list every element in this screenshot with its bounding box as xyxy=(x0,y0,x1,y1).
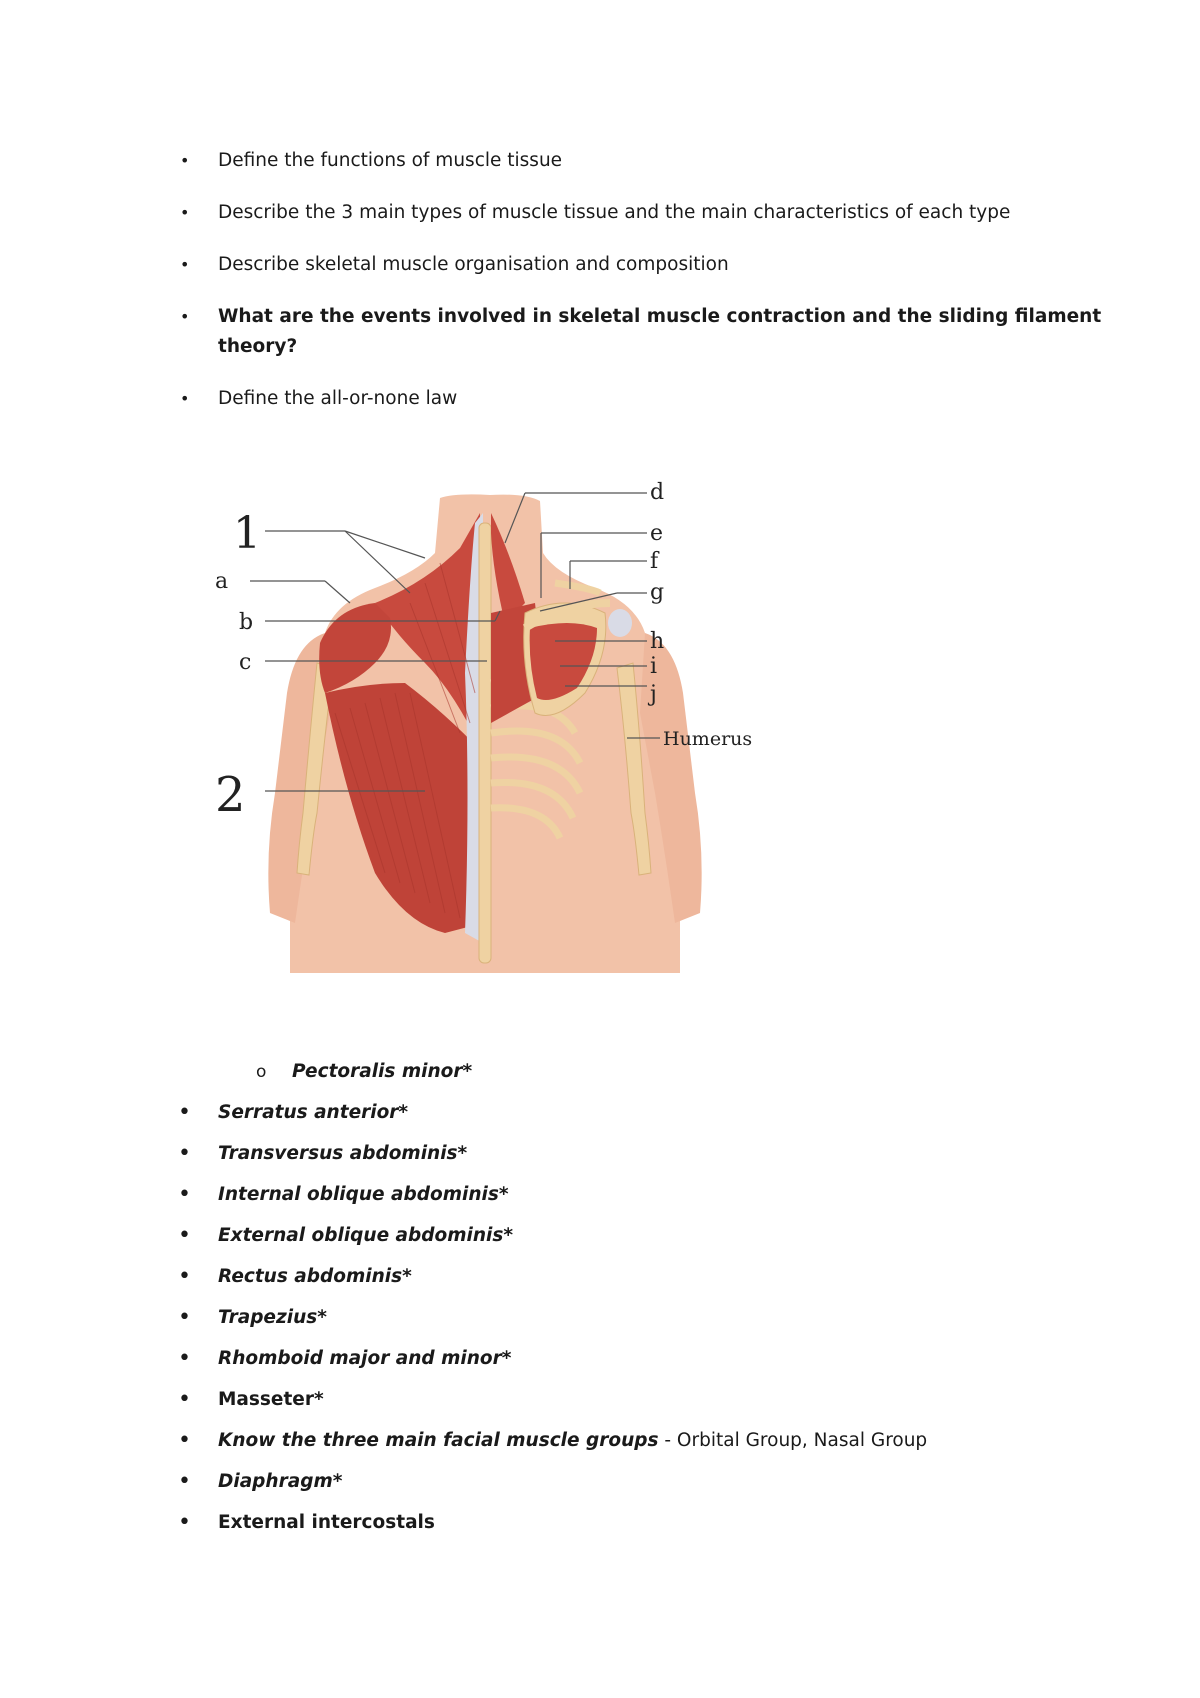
label-d: d xyxy=(650,480,665,505)
muscle-item-emphasis: Know the three main facial muscle groups xyxy=(218,1430,659,1451)
label-j: j xyxy=(650,682,657,707)
label-i: i xyxy=(650,654,658,679)
muscle-item: Internal oblique abdominis* xyxy=(218,1184,509,1205)
objective-item-continued: theory? xyxy=(218,336,298,357)
muscle-item: External intercostals xyxy=(218,1512,435,1533)
bullet: • xyxy=(178,1141,191,1166)
objective-item: Define the functions of muscle tissue xyxy=(218,150,563,171)
bullet: • xyxy=(178,1469,191,1494)
label-c: c xyxy=(239,650,252,675)
bullet: • xyxy=(178,1264,191,1289)
bullet: • xyxy=(180,151,190,170)
muscle-item: External oblique abdominis* xyxy=(218,1225,514,1246)
bullet: • xyxy=(178,1305,191,1330)
bullet: • xyxy=(178,1100,191,1125)
muscle-item: Rectus abdominis* xyxy=(218,1266,412,1287)
bullet: • xyxy=(180,203,190,222)
sub-bullet: o xyxy=(256,1062,267,1082)
muscle-item: Transversus abdominis* xyxy=(218,1143,468,1164)
label-1: 1 xyxy=(233,508,261,559)
label-2: 2 xyxy=(215,767,246,823)
label-f: f xyxy=(650,549,659,574)
muscle-item: Masseter* xyxy=(218,1389,324,1410)
label-e: e xyxy=(650,521,664,546)
bullet: • xyxy=(180,389,190,408)
muscle-item xyxy=(218,1426,927,1456)
muscle-item: Rhomboid major and minor* xyxy=(218,1348,512,1369)
bullet: • xyxy=(178,1510,191,1535)
muscle-item: Diaphragm* xyxy=(218,1471,343,1492)
muscle-item-detail: - Orbital Group, Nasal Group xyxy=(658,1430,928,1451)
label-humerus: Humerus xyxy=(663,728,753,750)
objective-item: Describe skeletal muscle organisation and composition xyxy=(218,254,729,275)
shoulder-joint xyxy=(608,609,632,637)
bullet: • xyxy=(178,1428,191,1453)
label-a: a xyxy=(215,569,229,594)
back-muscles-diagram xyxy=(215,480,845,973)
bullet: • xyxy=(178,1182,191,1207)
objective-item: Define the all-or-none law xyxy=(218,388,458,409)
label-h: h xyxy=(650,629,665,654)
bullet: • xyxy=(180,307,190,326)
spine xyxy=(479,523,491,963)
sub-item: Pectoralis minor* xyxy=(292,1061,473,1082)
muscle-item: Serratus anterior* xyxy=(218,1102,409,1123)
bullet: • xyxy=(178,1346,191,1371)
objective-item: What are the events involved in skeletal muscle contraction and the sliding filament xyxy=(218,306,1102,327)
bullet: • xyxy=(178,1387,191,1412)
bullet: • xyxy=(178,1223,191,1248)
label-b: b xyxy=(239,610,254,635)
bullet: • xyxy=(180,255,190,274)
muscle-item: Trapezius* xyxy=(218,1307,327,1328)
objective-item: Describe the 3 main types of muscle tissue and the main characteristics of each type xyxy=(218,202,1011,223)
label-g: g xyxy=(650,580,665,605)
